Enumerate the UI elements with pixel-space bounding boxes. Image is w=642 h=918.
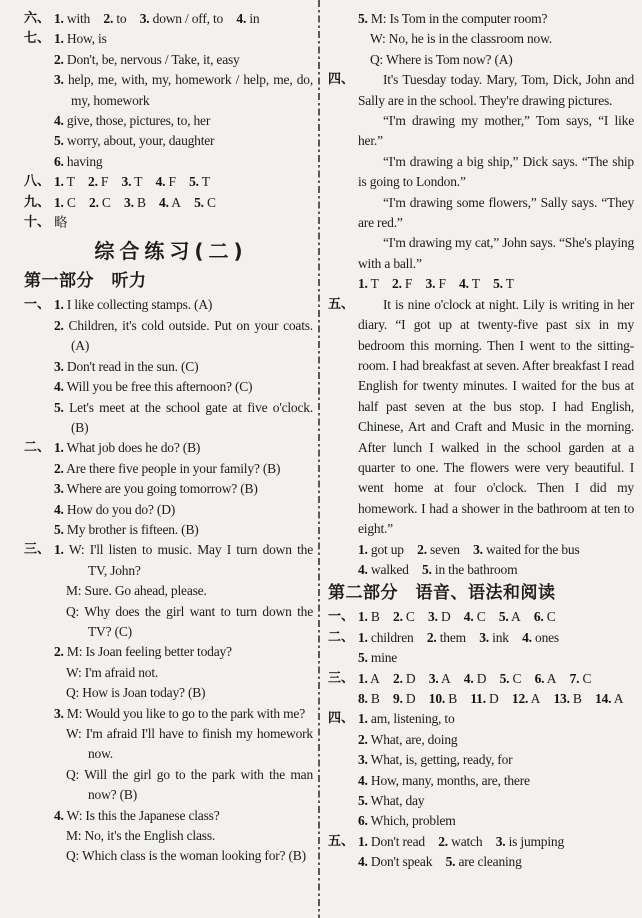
line-text: 2. Children, it's cold outside. Put on your coats. (A) (54, 317, 313, 354)
line-text: “I'm drawing a big ship,” Dick says. “The ship is going to London.” (358, 153, 634, 190)
line-text: 1. How, is (54, 31, 107, 47)
line-text: 1. am, listening, to (358, 711, 455, 727)
line-text: 8. B 9. D 10. B 11. D 12. A 13. B 14. A (358, 691, 624, 706)
line-text: 5. What, day (358, 793, 425, 809)
answer-line (328, 560, 634, 580)
column-divider (318, 0, 320, 918)
answer-line (328, 771, 634, 791)
line-text: 3. Don't read in the sun. (C) (54, 358, 199, 374)
dialog-line (24, 724, 313, 765)
line-text: 3. Where are you going tomorrow? (B) (54, 481, 258, 497)
dialog-line (24, 642, 313, 662)
answer-line (24, 520, 313, 540)
answer-line (328, 669, 634, 689)
line-text: 1. children 2. them 3. ink 4. ones (358, 629, 559, 645)
dialog-line (24, 663, 313, 683)
paragraph-line (328, 111, 634, 152)
line-text: It is nine o'clock at night. Lily is writing in her diary. “I got up at twenty-five past six in my bedroom this morning. Then I went to the sitting-room. I had breakfast at seven. After breakfast I read English for twenty minutes. I waited for the bus at half past seven at the bus stop. I had English, Chinese, Art and Craft and Music in the morning. After lunch I walked in the school garden at a quarter to one. The flowers were very beautiful. I went home at four o'clock. Then I did my homework. I had a shower in the bathroom at ten to eight.” (358, 296, 634, 537)
answer-line (328, 811, 634, 831)
line-text: 1. with 2. to 3. down / off, to 4. in (54, 11, 260, 26)
answer-line (328, 274, 634, 294)
exercise-title: 综合练习(二) (94, 239, 248, 264)
paragraph-line (328, 193, 634, 234)
answer-line (24, 316, 313, 357)
answer-line (24, 479, 313, 499)
dialog-line (24, 581, 313, 601)
line-text: 略 (54, 215, 68, 231)
answer-line (24, 131, 313, 151)
line-text: 1. A 2. D 3. A 4. D 5. C 6. A 7. C (358, 670, 592, 686)
line-text: Q: Will the girl go to the park with the man now? (B) (66, 766, 313, 803)
answer-line (24, 500, 313, 520)
answer-line (24, 438, 313, 458)
line-text: Q: Where is Tom now? (A) (370, 51, 513, 67)
section-marker: 七、 (24, 31, 51, 47)
answer-line (328, 628, 634, 648)
line-text: 3. help, me, with, my, homework / help, me, do, my, homework (54, 72, 313, 108)
line-text: W: No, he is in the classroom now. (370, 31, 552, 47)
answer-line (24, 111, 313, 131)
paragraph-line (328, 70, 634, 111)
section-marker: 四、 (328, 72, 355, 88)
section-marker: 六、 (24, 11, 51, 26)
section-marker: 五、 (328, 296, 355, 312)
section-heading: 第二部分 语音、语法和阅读 (328, 583, 556, 604)
line-text: 5. mine (358, 650, 398, 666)
line-text: 2. M: Is Joan feeling better today? (54, 644, 232, 660)
section-marker: 十、 (24, 215, 51, 231)
answer-line (328, 852, 634, 872)
section-marker: 三、 (328, 670, 355, 686)
line-text: M: Sure. Go ahead, please. (66, 583, 207, 599)
line-text: Q: Why does the girl want to turn down the TV? (C) (66, 603, 313, 639)
line-text: “I'm drawing some flowers,” Sally says. “They are red.” (358, 194, 634, 231)
line-text: 1. got up 2. seven 3. waited for the bus (358, 541, 580, 557)
answer-line (24, 70, 313, 111)
line-text: Q: How is Joan today? (B) (66, 685, 206, 701)
line-text: “I'm drawing my mother,” Tom says, “I like her.” (358, 113, 634, 149)
answer-line (24, 398, 313, 439)
line-text: 5. My brother is fifteen. (B) (54, 521, 199, 537)
line-text: 1. B 2. C 3. D 4. C 5. A 6. C (358, 609, 556, 625)
right-column (324, 0, 642, 873)
answer-line (328, 730, 634, 750)
line-text: 1. T 2. F 3. F 4. T 5. T (358, 276, 514, 292)
answer-line (328, 648, 634, 668)
answer-line (24, 459, 313, 479)
line-text: Q: Which class is the woman looking for? (B) (66, 848, 306, 864)
dialog-line (24, 704, 313, 724)
dialog-line (24, 826, 313, 846)
line-text: 1. W: I'll listen to music. May I turn down the TV, John? (54, 542, 313, 578)
line-text: 4. Don't speak 5. are cleaning (358, 854, 522, 870)
answer-line (24, 295, 313, 315)
dialog-line (24, 765, 313, 806)
line-text: 6. having (54, 153, 103, 169)
dialog-line (24, 540, 313, 581)
dialog-line (24, 806, 313, 826)
line-text: It's Tuesday today. Mary, Tom, Dick, John and Sally are in the school. They're drawing pictures. (358, 72, 634, 108)
line-text: 1. Don't read 2. watch 3. is jumping (358, 833, 564, 849)
line-text: “I'm drawing my cat,” John says. “She's playing with a ball.” (358, 235, 634, 271)
line-text: 2. What, are, doing (358, 731, 458, 747)
section-marker: 二、 (24, 440, 51, 456)
line-text: 5. Let's meet at the school gate at five o'clock. (B) (54, 399, 313, 435)
answer-line (24, 357, 313, 377)
answer-line (24, 193, 313, 213)
dialog-line (24, 683, 313, 703)
section-marker: 八、 (24, 174, 51, 190)
section-marker: 九、 (24, 194, 51, 210)
line-text: 4. W: Is this the Japanese class? (54, 807, 220, 823)
section-marker: 四、 (328, 711, 355, 727)
line-text: M: No, it's the English class. (66, 828, 216, 844)
answer-line (328, 709, 634, 729)
line-text: 1. I like collecting stamps. (A) (54, 297, 213, 313)
section-marker: 三、 (24, 542, 51, 558)
paragraph-line (328, 152, 634, 193)
line-text: 2. Don't, be, nervous / Take, it, easy (54, 51, 240, 67)
line-text: 4. walked 5. in the bathroom (358, 561, 518, 577)
answer-line (24, 213, 313, 233)
answer-line (24, 172, 313, 192)
line-text: 3. What, is, getting, ready, for (358, 752, 513, 768)
section-heading: 第一部分 听力 (24, 271, 147, 292)
section-marker: 二、 (328, 629, 355, 645)
answer-line (24, 377, 313, 397)
paragraph-line (328, 295, 634, 540)
dialog-line (24, 846, 313, 866)
line-text: 4. How, many, months, are, there (358, 772, 530, 788)
answer-line (24, 9, 313, 29)
line-text: 4. Will you be free this afternoon? (C) (54, 379, 253, 395)
left-column (0, 0, 317, 867)
answer-line (328, 607, 634, 627)
dialog-line (24, 602, 313, 643)
section-marker: 五、 (328, 833, 355, 849)
dialog-line (328, 50, 634, 70)
line-text: 5. worry, about, your, daughter (54, 133, 215, 149)
line-text: W: I'm afraid I'll have to finish my homework now. (66, 726, 313, 762)
line-text: 5. M: Is Tom in the computer room? (358, 11, 548, 26)
dialog-line (328, 9, 634, 29)
paragraph-line (328, 233, 634, 274)
line-text: 4. give, those, pictures, to, her (54, 113, 211, 129)
line-text: 1. What job does he do? (B) (54, 440, 201, 456)
line-text: 2. Are there five people in your family? (B) (54, 460, 281, 476)
line-text: W: I'm afraid not. (66, 664, 159, 680)
answer-line (328, 750, 634, 770)
line-text: 3. M: Would you like to go to the park with me? (54, 705, 305, 721)
line-text: 4. How do you do? (D) (54, 501, 176, 517)
line-text: 1. C 2. C 3. B 4. A 5. C (54, 194, 216, 210)
answer-line (328, 689, 634, 709)
answer-line (328, 832, 634, 852)
answer-line (328, 791, 634, 811)
section-marker: 一、 (328, 609, 355, 625)
dialog-line (328, 29, 634, 49)
line-text: 6. Which, problem (358, 813, 456, 829)
answer-line (24, 50, 313, 70)
answer-line (24, 29, 313, 49)
line-text: 1. T 2. F 3. T 4. F 5. T (54, 174, 210, 190)
section-marker: 一、 (24, 297, 51, 313)
answer-line (328, 540, 634, 560)
answer-line (24, 152, 313, 172)
